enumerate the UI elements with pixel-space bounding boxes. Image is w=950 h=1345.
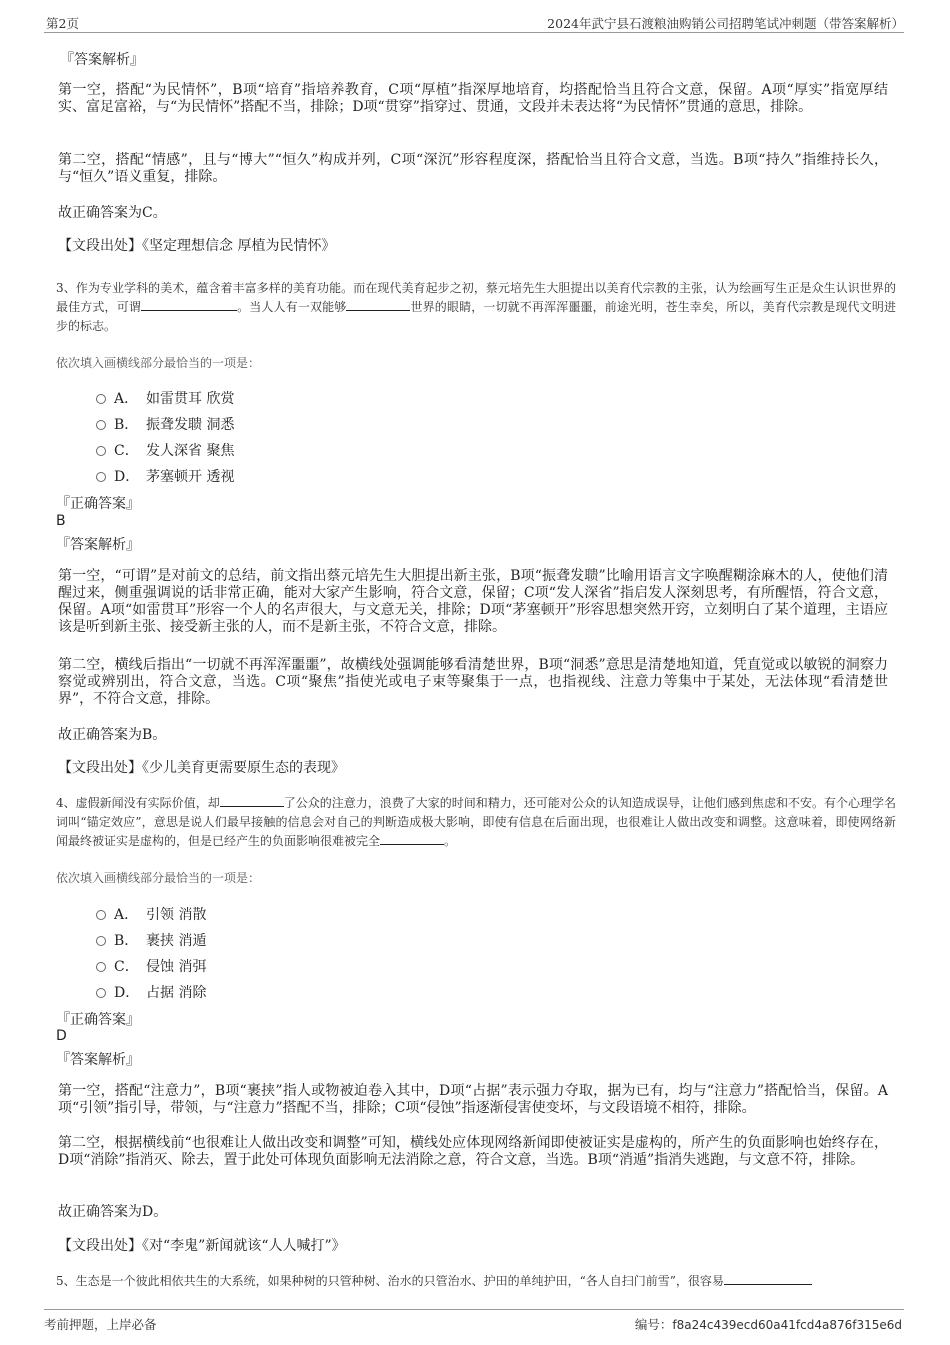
page-footer [44, 1309, 904, 1334]
source-citation: 【文段出处】《对“李鬼”新闻就该“人人喊打”》 [58, 1238, 346, 1254]
radio-button[interactable] [96, 936, 106, 946]
answer-conclusion: 故正确答案为D。 [58, 1204, 168, 1220]
option-d[interactable]: D． 占据 消除 [96, 982, 206, 1000]
radio-button[interactable] [96, 910, 106, 920]
fill-blank [724, 1272, 812, 1285]
analysis-paragraph: 第二空，横线后指出“一切就不再浑浑噩噩”，故横线处强调能够看清楚世界，B项“洞悉”意思是清楚地知道，凭直觉或以敏锐的洞察力察觉或辨别出，符合文意，当选。C项“聚焦”指使光或电子束等聚集于一点，也指视线、注意力等集中于某处，无法体现“看清楚世界”，不符合文意，排除。 [58, 657, 888, 707]
footer-slogan: 考前押题，上岸必备 [44, 1317, 157, 1332]
question-instruction: 依次填入画横线部分最恰当的一项是： [56, 871, 261, 885]
analysis-heading: 『答案解析』 [56, 1052, 140, 1068]
analysis-paragraph: 第一空，搭配“为民情怀”，B项“培育”指培养教育，C项“厚植”指深厚地培育，均搭配恰当且符合文意，保留。A项“厚实”指宽厚结实、富足富裕，与“为民情怀”搭配不当，排除；D项“贯穿”指穿过、贯通，文段并未表达将“为民情怀”贯通的意思，排除。 [58, 82, 888, 115]
fill-blank [141, 298, 237, 311]
option-c[interactable]: C． 侵蚀 消弭 [96, 956, 206, 974]
correct-answer: B [56, 513, 66, 529]
page-header [44, 12, 904, 33]
radio-button[interactable] [96, 446, 106, 456]
radio-button[interactable] [96, 472, 106, 482]
option-b[interactable]: B． 裹挟 消遁 [96, 930, 206, 948]
correct-answer-heading: 『正确答案』 [56, 496, 140, 512]
analysis-paragraph: 第二空，根据横线前“也很难让人做出改变和调整”可知，横线处应体现网络新闻即使被证实是虚构的，所产生的负面影响也始终存在，D项“消除”指消灭、除去，置于此处可体现负面影响无法消除之意，符合文意，当选。B项“消遁”指消失逃跑，与文意不符，排除。 [58, 1135, 888, 1168]
analysis-heading: 『答案解析』 [60, 52, 144, 68]
option-a[interactable]: A． 如雷贯耳 欣赏 [96, 388, 234, 406]
correct-answer-heading: 『正确答案』 [56, 1012, 140, 1028]
answer-conclusion: 故正确答案为B。 [58, 727, 167, 743]
answer-conclusion: 故正确答案为C。 [58, 205, 167, 221]
radio-button[interactable] [96, 988, 106, 998]
analysis-heading: 『答案解析』 [56, 537, 140, 553]
fill-blank [346, 298, 410, 311]
analysis-paragraph: 第二空，搭配“情感”，且与“博大”“恒久”构成并列，C项“深沉”形容程度深，搭配恰当且符合文意，当选。B项“持久”指维持长久，与“恒久”语义重复，排除。 [58, 152, 888, 185]
question-stem: 3、作为专业学科的美术，蕴含着丰富多样的美育功能。而在现代美育起步之初，蔡元培先生大胆提出以美育代宗教的主张，认为绘画写生正是众生认识世界的最佳方式，可谓 。当人人有一双能够 世界的眼睛，一切就不再浑浑噩噩，前途光明，苍生幸矣，所以，美育代宗教是现代文明进步的标志。 [56, 281, 896, 333]
radio-button[interactable] [96, 394, 106, 404]
option-a[interactable]: A． 引领 消散 [96, 904, 206, 922]
radio-button[interactable] [96, 962, 106, 972]
analysis-paragraph: 第一空，“可谓”是对前文的总结，前文指出蔡元培先生大胆提出新主张，B项“振聋发聩”比喻用语言文字唤醒糊涂麻木的人，使他们清醒过来，侧重强调说的话非常正确，能对大家产生影响，符合文意，保留；C项“发人深省”指启发人深刻思考，有所醒悟，符合文意，保留。A项“如雷贯耳”形容一个人的名声很大，与文意无关，排除；D项“茅塞顿开”形容思想突然开窍，立刻明白了某个道理，主语应该是听到新主张、接受新主张的人，而不是新主张，不符合文意，排除。 [58, 568, 888, 635]
radio-button[interactable] [96, 420, 106, 430]
option-d[interactable]: D． 茅塞顿开 透视 [96, 466, 234, 484]
fill-blank [380, 832, 444, 845]
source-citation: 【文段出处】《少儿美育更需要原生态的表现》 [58, 760, 345, 776]
fill-blank [220, 794, 284, 807]
document-title: 2024年武宁县石渡粮油购销公司招聘笔试冲刺题（带答案解析） [547, 16, 904, 31]
page-number: 第2页 [46, 16, 79, 31]
option-c[interactable]: C． 发人深省 聚焦 [96, 440, 234, 458]
correct-answer: D [56, 1028, 67, 1044]
analysis-paragraph: 第一空，搭配“注意力”，B项“裹挟”指人或物被迫卷入其中，D项“占据”表示强力夺取，据为已有，均与“注意力”搭配恰当，保留。A项“引领”指引导，带领，与“注意力”搭配不当，排除；C项“侵蚀”指逐渐侵害使变坏，与文段语境不相符，排除。 [58, 1083, 888, 1116]
question-stem: 5、生态是一个彼此相依共生的大系统，如果种树的只管种树、治水的只管治水、护田的单纯护田，“各人自扫门前雪”，很容易 [56, 1272, 896, 1291]
question-instruction: 依次填入画横线部分最恰当的一项是： [56, 356, 261, 370]
document-code: 编号：f8a24c439ecd60a41fcd4a876f315e6d [634, 1317, 902, 1332]
option-b[interactable]: B． 振聋发聩 洞悉 [96, 414, 234, 432]
source-citation: 【文段出处】《坚定理想信念 厚植为民情怀》 [58, 238, 336, 254]
question-stem: 4、虚假新闻没有实际价值，却 了公众的注意力，浪费了大家的时间和精力，还可能对公众的认知造成误导，让他们感到焦虑和不安。有个心理学名词叫“锚定效应”，意思是说人们最早接触的信息会对自己的判断造成极大影响，即使有信息在后面出现，也很难让人做出改变和调整。这意味着，即使网络新闻最终被证实是虚构的，但是已经产生的负面影响很难被完全 。 [56, 796, 896, 848]
